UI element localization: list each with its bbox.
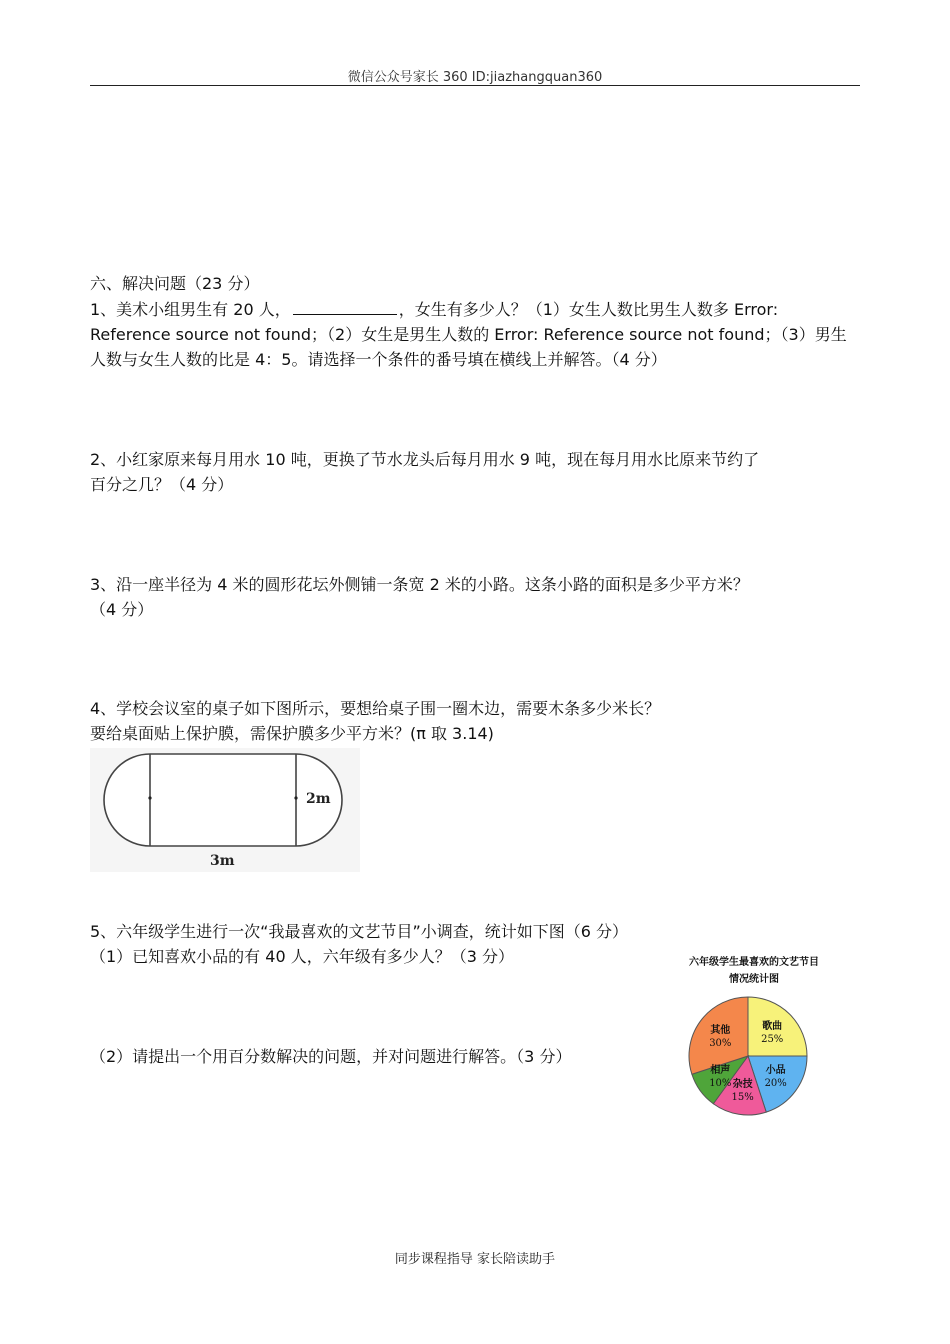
- pie-percent-0: 25%: [761, 1033, 784, 1045]
- question-1-line-1: [90, 298, 778, 322]
- question-3-line-2: （4 分）: [90, 600, 154, 619]
- left-center-dot: [148, 796, 151, 799]
- width-label: 2m: [306, 791, 331, 807]
- question-4-line-2: 要给桌面贴上保护膜，需保护膜多少平方米？(π 取 3.14): [90, 724, 494, 743]
- question-3-line-1: 3、沿一座半径为 4 米的圆形花坛外侧铺一条宽 2 米的小路。这条小路的面积是多少平方米？: [90, 575, 749, 594]
- pie-label-1: 小品: [765, 1065, 786, 1077]
- pie-percent-1: 20%: [764, 1078, 787, 1090]
- section-title: 六、解决问题（23 分）: [90, 274, 260, 293]
- pie-label-0: 歌曲: [762, 1020, 783, 1032]
- question-5-line-1: 5、六年级学生进行一次“我最喜欢的文艺节目”小调查，统计如下图（6 分）: [90, 922, 629, 941]
- question-4-line-1: 4、学校会议室的桌子如下图所示，要想给桌子围一圈木边，需要木条多少米长？: [90, 699, 661, 718]
- header-divider: [90, 85, 860, 86]
- question-5-sub-1: （1）已知喜欢小品的有 40 人，六年级有多少人？（3 分）: [90, 947, 514, 966]
- pie-label-2: 杂技: [732, 1078, 753, 1090]
- chart-subtitle: 情况统计图: [729, 974, 779, 985]
- question-1-line-2: Reference source not found；（2）女生是男生人数的 Error: Reference source not found；（3）男生: [90, 325, 847, 344]
- pie-percent-2: 15%: [731, 1091, 754, 1103]
- q1-text-a: 1、美术小组男生有 20 人，: [90, 300, 291, 319]
- pie-label-3: 相声: [710, 1065, 731, 1077]
- question-2-line-2: 百分之几？（4 分）: [90, 475, 234, 494]
- page-footer: 同步课程指导 家长陪读助手: [394, 1252, 556, 1267]
- pie-percent-3: 10%: [709, 1078, 732, 1090]
- pie-label-4: 其他: [710, 1024, 731, 1036]
- q1-text-b: ，女生有多少人？（1）女生人数比男生人数多 Error:: [398, 300, 779, 319]
- table-figure: [90, 748, 360, 872]
- question-1-line-3: 人数与女生人数的比是 4：5。请选择一个条件的番号填在横线上并解答。（4 分）: [90, 350, 667, 369]
- pie-percent-4: 30%: [709, 1037, 732, 1049]
- pie-chart: [670, 948, 840, 1123]
- right-center-dot: [294, 796, 297, 799]
- chart-title: 六年级学生最喜欢的文艺节目: [689, 957, 819, 968]
- length-label: 3m: [210, 853, 235, 869]
- q1-answer-blank[interactable]: [293, 298, 397, 315]
- page-header: 微信公众号家长 360 ID:jiazhangquan360: [347, 70, 603, 85]
- question-5-sub-2: （2）请提出一个用百分数解决的问题，并对问题进行解答。（3 分）: [90, 1047, 572, 1066]
- question-2-line-1: 2、小红家原来每月用水 10 吨，更换了节水龙头后每月用水 9 吨，现在每月用水比原来节约了: [90, 450, 760, 469]
